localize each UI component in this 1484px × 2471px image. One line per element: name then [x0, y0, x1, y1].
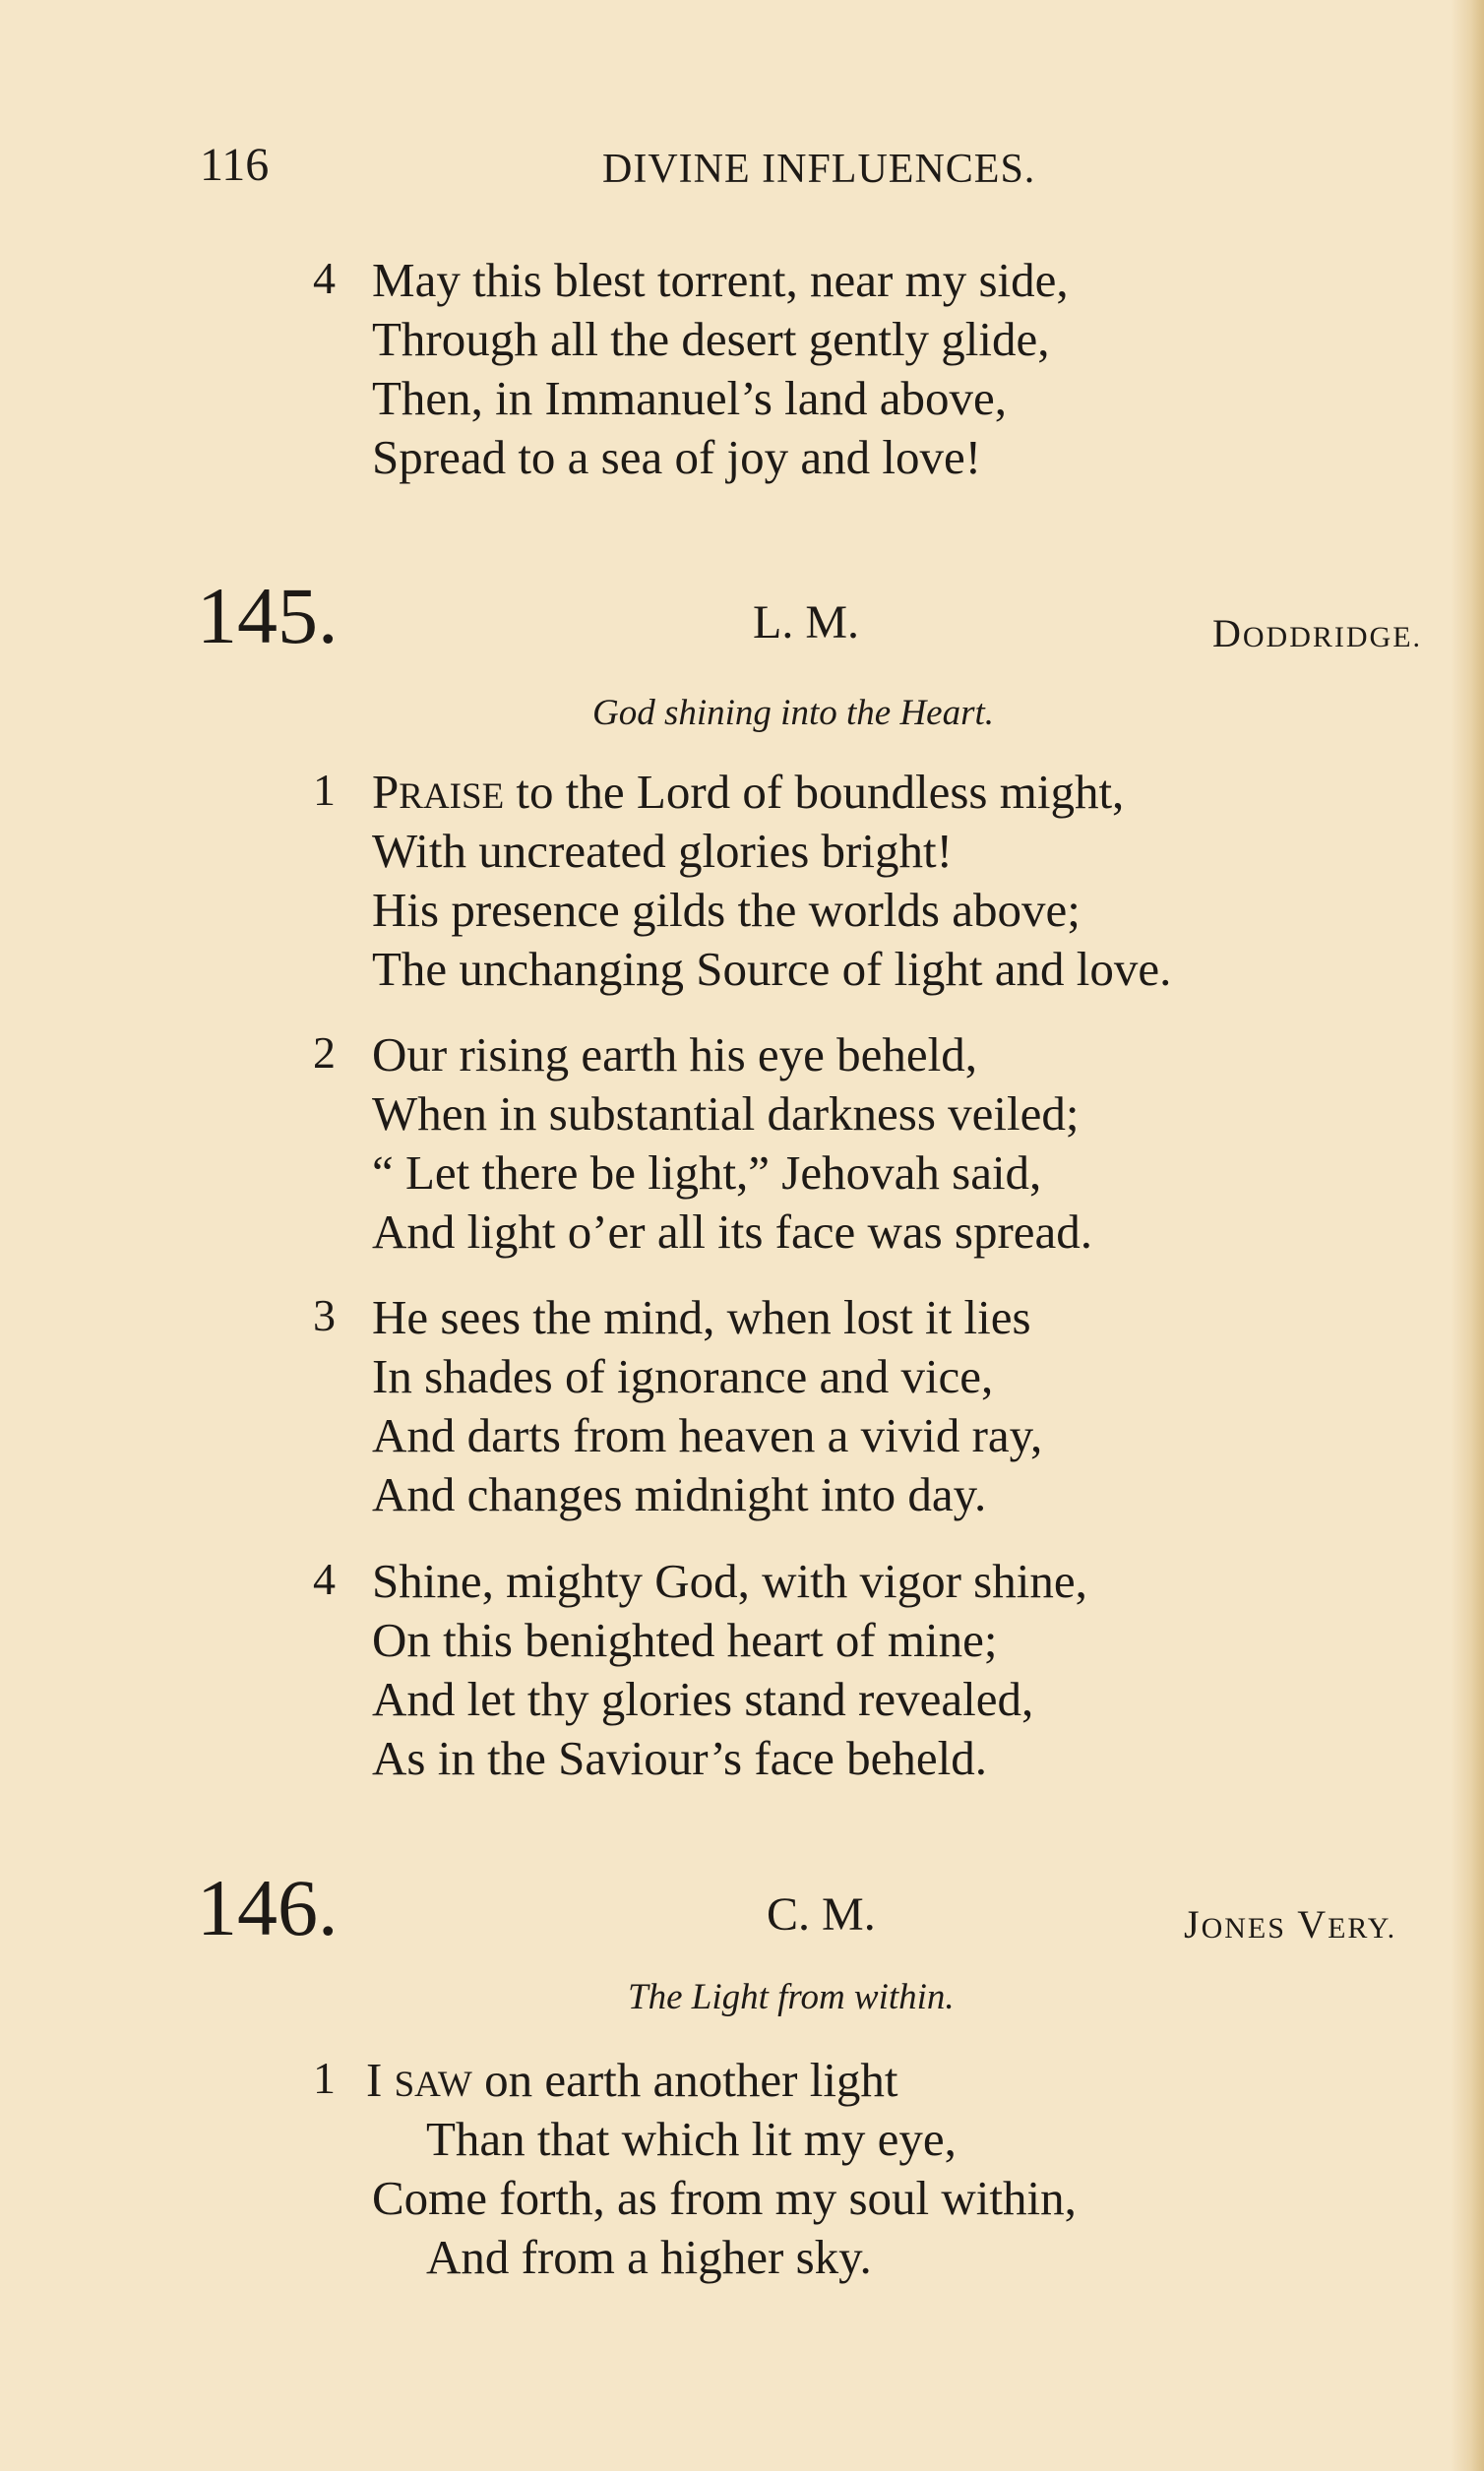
hymn-author	[1212, 610, 1422, 656]
verse-line: Then, in Immanuel’s land above,	[372, 371, 1007, 425]
stanza-number: 4	[313, 253, 336, 303]
verse-line: The unchanging Source of light and love.	[372, 942, 1172, 996]
verse-line	[372, 764, 1124, 820]
page-edge-shadow	[1451, 0, 1484, 2471]
verse-line: Spread to a sea of joy and love!	[372, 430, 982, 484]
verse-line: And from a higher sky.	[426, 2230, 872, 2284]
verse-line: With uncreated glories bright!	[372, 824, 953, 878]
author-initial: D	[1212, 611, 1243, 655]
stanza-number: 1	[313, 2053, 336, 2103]
verse-line	[366, 2052, 898, 2108]
verse-line: “ Let there be light,” Jehovah said,	[372, 1145, 1042, 1200]
hymn-number: 146.	[197, 1863, 339, 1952]
stanza-number: 4	[313, 1554, 336, 1604]
verse-line: May this blest torrent, near my side,	[372, 253, 1069, 307]
verse-line: In shades of ignorance and vice,	[372, 1349, 994, 1403]
verse-line: Than that which lit my eye,	[426, 2112, 957, 2166]
running-title: DIVINE INFLUENCES.	[602, 147, 1036, 192]
small-caps-word: RAISE	[399, 776, 505, 817]
verse-line: Our rising earth his eye beheld,	[372, 1027, 978, 1081]
hymn-subtitle: God shining into the Heart.	[592, 693, 995, 733]
author-initial: J	[1184, 1902, 1202, 1946]
small-caps-word: SAW	[394, 2065, 472, 2105]
hymn-subtitle: The Light from within.	[628, 1977, 955, 2017]
verse-line: Come forth, as from my soul within,	[372, 2171, 1077, 2225]
stanza-number: 3	[313, 1290, 336, 1340]
verse-line: And darts from heaven a vivid ray,	[372, 1408, 1043, 1462]
page-number: 116	[200, 139, 270, 191]
stanza-number: 1	[313, 765, 336, 815]
author-initial: V	[1297, 1902, 1329, 1946]
drop-cap: P	[372, 765, 400, 819]
line-rest: to the Lord of boundless might,	[504, 765, 1125, 819]
stanza-number: 2	[313, 1027, 336, 1078]
verse-line: Shine, mighty God, with vigor shine,	[372, 1554, 1087, 1608]
author-rest: ERY.	[1328, 1912, 1397, 1945]
verse-line: Through all the desert gently glide,	[372, 312, 1050, 366]
verse-line: His presence gilds the worlds above;	[372, 883, 1081, 937]
verse-line: And changes midnight into day.	[372, 1467, 987, 1521]
author-rest: ODDRIDGE.	[1242, 621, 1423, 653]
verse-line: When in substantial darkness veiled;	[372, 1086, 1080, 1141]
author-rest: ONES	[1201, 1912, 1286, 1945]
verse-line: As in the Saviour’s face beheld.	[372, 1731, 988, 1785]
verse-line: And let thy glories stand revealed,	[372, 1672, 1034, 1726]
verse-line: And light o’er all its face was spread.	[372, 1205, 1093, 1259]
line-rest: on earth another light	[471, 2053, 898, 2107]
verse-line: On this benighted heart of mine;	[372, 1613, 998, 1667]
drop-cap: I	[366, 2053, 383, 2107]
hymn-author	[1184, 1901, 1396, 1947]
hymn-number: 145.	[197, 571, 339, 660]
hymn-meter: L. M.	[753, 596, 859, 649]
hymn-meter: C. M.	[767, 1888, 876, 1941]
verse-line: He sees the mind, when lost it lies	[372, 1290, 1031, 1344]
